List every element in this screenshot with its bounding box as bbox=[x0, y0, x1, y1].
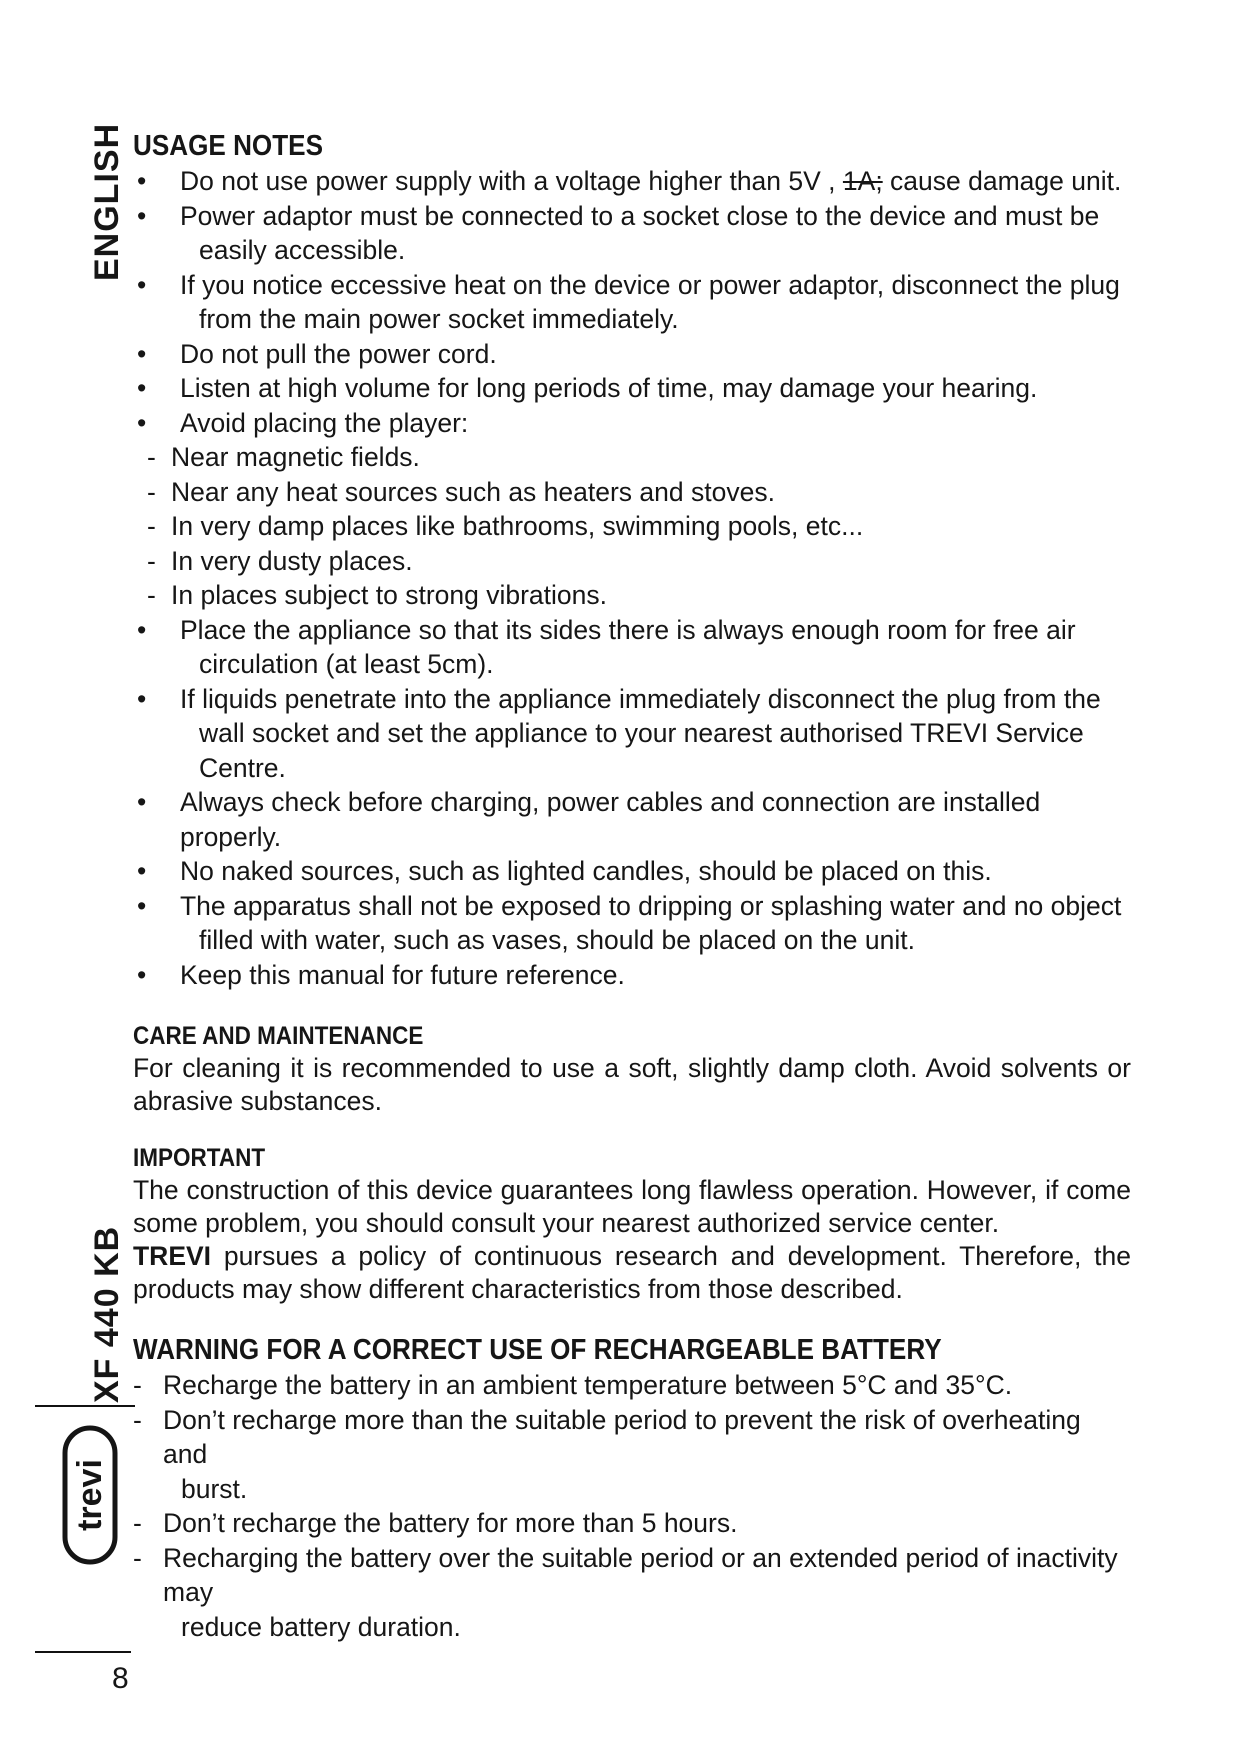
battery-warning-list bbox=[133, 1368, 1131, 1644]
sub-list-item-text: Near magnetic fields. bbox=[171, 442, 420, 472]
item-text-before: Do not use power supply with a voltage higher than 5V , bbox=[180, 166, 843, 196]
list-item-text: Don’t recharge the battery for more than 5 hours. bbox=[163, 1508, 738, 1538]
sub-list-item: - In places subject to strong vibrations. bbox=[147, 580, 608, 610]
list-item-text: Recharge the battery in an ambient temperature between 5°C and 35°C. bbox=[163, 1370, 1013, 1400]
list-item: - Don’t recharge the battery for more than 5 hours. bbox=[133, 1508, 738, 1538]
sub-list-item-text: In places subject to strong vibrations. bbox=[171, 580, 608, 610]
policy-text bbox=[133, 1240, 1131, 1306]
list-item-text-continued: reduce battery duration. bbox=[181, 1611, 461, 1642]
list-item: • Keep this manual for future reference. bbox=[133, 958, 1131, 993]
policy-text-body: pursues a policy of continuous research and development. Therefore, the products may show different characteristics from those described. bbox=[133, 1241, 1131, 1304]
care-text: For cleaning it is recommended to use a soft, slightly damp cloth. Avoid solvents or abrasive substances. bbox=[133, 1053, 1131, 1116]
margin-divider-bottom bbox=[35, 1651, 131, 1653]
item-text-after: cause damage unit. bbox=[882, 166, 1122, 196]
list-item-text: Don’t recharge more than the suitable period to prevent the risk of overheating and bbox=[163, 1404, 1081, 1469]
list-item: • The apparatus shall not be exposed to dripping or splashing water and no object filled with water, such as vases, should be placed on the unit. bbox=[133, 889, 1131, 958]
list-item: • Do not use power supply with a voltage higher than 5V , 1A; cause damage unit. bbox=[137, 166, 1122, 196]
sub-list-item: - In very damp places like bathrooms, swimming pools, etc... bbox=[147, 511, 864, 541]
list-item-text: If you notice eccessive heat on the device or power adaptor, disconnect the plug from the main power socket immediately. bbox=[180, 269, 1120, 334]
list-item-text: Avoid placing the player: bbox=[180, 407, 469, 438]
list-item: - Recharging the battery over the suitable period or an extended period of inactivity may reduce battery duration. bbox=[133, 1541, 1131, 1645]
list-item: • No naked sources, such as lighted candles, should be placed on this. bbox=[133, 854, 1131, 889]
sub-list-item: - Near magnetic fields. bbox=[147, 442, 420, 472]
struck-text: 1A; bbox=[842, 166, 883, 196]
usage-notes-title: USAGE NOTES bbox=[133, 130, 323, 162]
list-item-text: Do not pull the power cord. bbox=[180, 338, 497, 369]
margin-divider-top bbox=[35, 1405, 135, 1407]
list-item: - Don’t recharge more than the suitable period to prevent the risk of overheating and burst. bbox=[133, 1403, 1131, 1507]
list-item: • If you notice eccessive heat on the device or power adaptor, disconnect the plug from the main power socket immediately. bbox=[133, 268, 1131, 337]
list-item: • Place the appliance so that its sides there is always enough room for free air circulation (at least 5cm). bbox=[133, 613, 1131, 682]
list-item: • Power adaptor must be connected to a socket close to the device and must be easily accessible. bbox=[133, 199, 1131, 268]
list-item: - Recharge the battery in an ambient temperature between 5°C and 35°C. bbox=[133, 1370, 1013, 1400]
list-item-text: Always check before charging, power cables and connection are installed properly. bbox=[180, 787, 1041, 852]
sub-list-item: - Near any heat sources such as heaters and stoves. bbox=[147, 476, 775, 507]
list-item-text: The apparatus shall not be exposed to dripping or splashing water and no object filled with water, such as vases, should be placed on the unit. bbox=[180, 890, 1122, 955]
battery-warning-title: WARNING FOR A CORRECT USE OF RECHARGEABLE BATTERY bbox=[133, 1334, 942, 1366]
care-title: CARE AND MAINTENANCE bbox=[133, 1022, 424, 1050]
page-number: 8 bbox=[112, 1662, 129, 1695]
language-label: ENGLISH bbox=[88, 122, 126, 281]
list-item: • Avoid placing the player: bbox=[133, 406, 1131, 441]
list-item-text: Power adaptor must be connected to a socket close to the device and must be easily accessible. bbox=[180, 200, 1100, 265]
list-item-text: Recharging the battery over the suitable period or an extended period of inactivity may bbox=[163, 1542, 1118, 1607]
sub-list-item-text: In very dusty places. bbox=[171, 545, 413, 576]
list-item: • Listen at high volume for long periods of time, may damage your hearing. bbox=[133, 371, 1131, 406]
logo-text: trevi bbox=[71, 1459, 109, 1531]
sub-list-item-text: Near any heat sources such as heaters and stoves. bbox=[171, 476, 775, 507]
important-title: IMPORTANT bbox=[133, 1144, 266, 1172]
sub-list-item: - In very dusty places. bbox=[147, 545, 413, 576]
list-item: • Do not pull the power cord. bbox=[133, 337, 1131, 372]
list-item-text: No naked sources, such as lighted candles, should be placed on this. bbox=[180, 856, 992, 886]
list-item: • If liquids penetrate into the appliance immediately disconnect the plug from the wall socket and set the appliance to your nearest authorised TREVI Service Centre. bbox=[133, 682, 1131, 786]
list-item-text: If liquids penetrate into the appliance immediately disconnect the plug from the wall socket and set the appliance to your nearest authorised TREVI Service Centre. bbox=[180, 683, 1101, 783]
brand-name: TREVI bbox=[133, 1241, 212, 1271]
list-item: • Always check before charging, power cables and connection are installed properly. bbox=[133, 785, 1131, 854]
important-text: The construction of this device guarantees long flawless operation. However, if come some problem, you should consult your nearest authorized service center. bbox=[133, 1175, 1131, 1238]
usage-notes-list bbox=[133, 164, 1131, 992]
trevi-logo-icon bbox=[60, 1425, 120, 1565]
list-item-text: Place the appliance so that its sides there is always enough room for free air circulation (at least 5cm). bbox=[180, 614, 1076, 679]
content bbox=[133, 128, 1131, 1644]
list-item-text: Listen at high volume for long periods of time, may damage your hearing. bbox=[180, 373, 1038, 403]
list-item-text: Keep this manual for future reference. bbox=[180, 959, 625, 990]
model-label: XF 440 KB bbox=[88, 1225, 126, 1403]
list-item-text-continued: burst. bbox=[181, 1473, 248, 1504]
sub-list-item-text: In very damp places like bathrooms, swimming pools, etc... bbox=[171, 511, 864, 541]
